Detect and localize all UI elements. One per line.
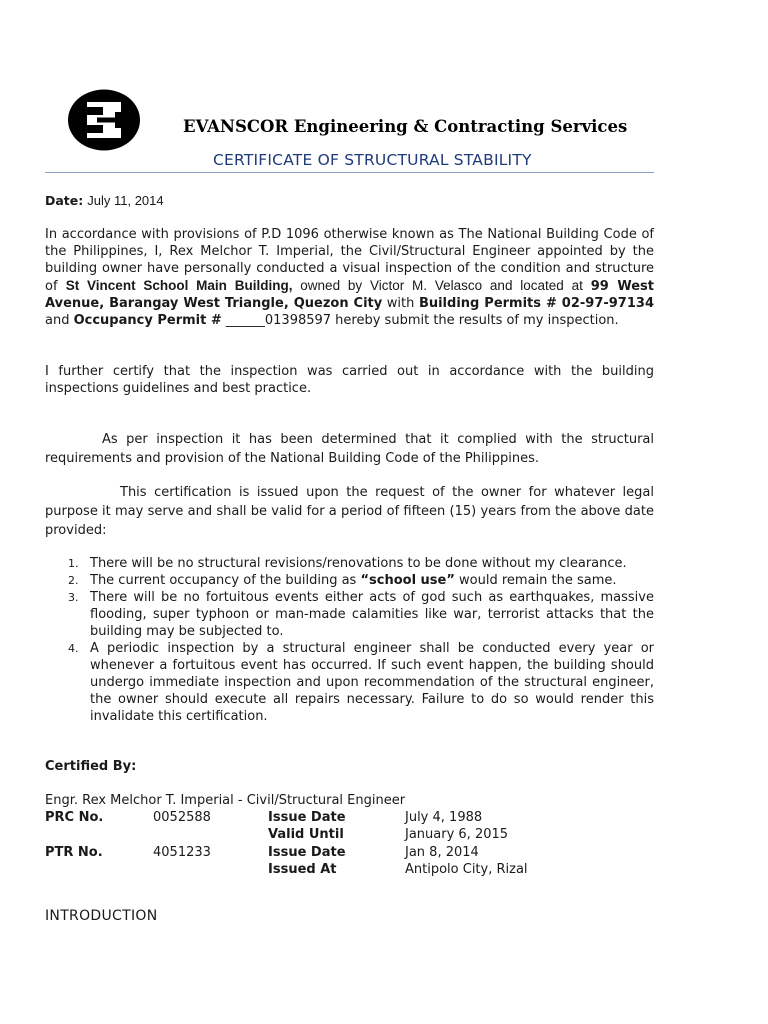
building-address: 99 West Avenue, Barangay West Triangle, Quezon City [45,279,655,311]
credential-label-2: Valid Until [268,827,344,842]
credential-value-2: Jan 8, 2014 [405,845,479,860]
date-line [45,193,164,208]
list-item [45,572,654,589]
credential-row [45,845,654,862]
paragraph-text: owned by Victor M. Velasco and located at [292,278,591,293]
credential-row [45,862,654,879]
paragraph-text: and [45,313,74,328]
list-item [45,555,654,572]
section-heading: INTRODUCTION [45,908,158,924]
building-permit-number: Building Permits # 02-97-97134 [418,296,654,311]
paragraph-text: This certification is issued upon the request of the owner for whatever legal purpose it may serve and shall be valid for a period of fifteen (15) years from the above date provided: [45,485,654,538]
list-text: would remain the same. [454,573,617,588]
title-divider [45,172,654,173]
credential-label-2: Issue Date [268,845,346,860]
certified-by-label: Certified By: [45,759,137,774]
company-logo-icon [66,88,142,152]
list-text: A periodic inspection by a structural engineer shall be conducted every year or whenever a fortuitous event has occurred. If such event happen, the building should undergo immediate inspection and upon recommendation of the structural engineer, the owner should execute all repairs necessary. Failure to do so would render this invalidate this certification. [90,641,654,724]
credential-label-2: Issue Date [268,810,346,825]
credential-label: PRC No. [45,810,104,825]
engineer-name: Engr. Rex Melchor T. Imperial - Civil/Structural Engineer [45,793,406,808]
paragraph-text: In accordance with provisions of P.D 1096 otherwise known as The National Building Code of the Philippines, I, Rex Melchor T. Imperial, the Civil/Structural Engineer appointed by the building owner have personally conducted a visual inspection of the condition and structure of [45,227,654,294]
credential-value: 4051233 [153,845,211,860]
date-value: July 11, 2014 [87,193,164,208]
list-item [45,640,654,725]
credential-row [45,810,654,827]
paragraph-text: with [382,296,419,311]
credential-value-2: January 6, 2015 [405,827,509,842]
credential-value-2: July 4, 1988 [405,810,483,825]
credential-label: PTR No. [45,845,103,860]
list-number: 1. [68,557,79,570]
conditions-list [45,555,654,725]
list-item [45,589,654,640]
list-number: 4. [68,642,79,655]
intro-paragraph [45,226,654,329]
building-name: St Vincent School Main Building, [65,278,293,293]
list-number: 3. [68,591,79,604]
company-name: EVANSCOR Engineering & Contracting Services [183,117,628,136]
occupancy-type: “school use” [360,573,455,588]
credential-value-2: Antipolo City, Rizal [405,862,528,877]
list-text: There will be no fortuitous events either acts of god such as earthquakes, massive flooding, super typhoon or man-made calamities like war, terrorist attacks that the building may be subjected to. [90,590,654,639]
list-text: There will be no structural revisions/renovations to be done without my clearance. [90,556,627,571]
certify-paragraph: I further certify that the inspection was carried out in accordance with the building inspections guidelines and best practice. [45,364,654,396]
paragraph-text: As per inspection it has been determined that it complied with the structural requirements and provision of the National Building Code of the Philippines. [45,432,654,466]
list-number: 2. [68,574,79,587]
validity-paragraph [45,483,654,540]
paragraph-text: ______01398597 hereby submit the results of my inspection. [221,313,619,328]
credential-value: 0052588 [153,810,211,825]
list-text: The current occupancy of the building as [90,573,361,588]
inspection-paragraph [45,430,654,468]
occupancy-permit-label: Occupancy Permit # [73,313,222,328]
certificate-title: CERTIFICATE OF STRUCTURAL STABILITY [213,151,532,169]
credential-row [45,827,654,844]
date-label: Date: [45,193,84,208]
credential-label-2: Issued At [268,862,337,877]
